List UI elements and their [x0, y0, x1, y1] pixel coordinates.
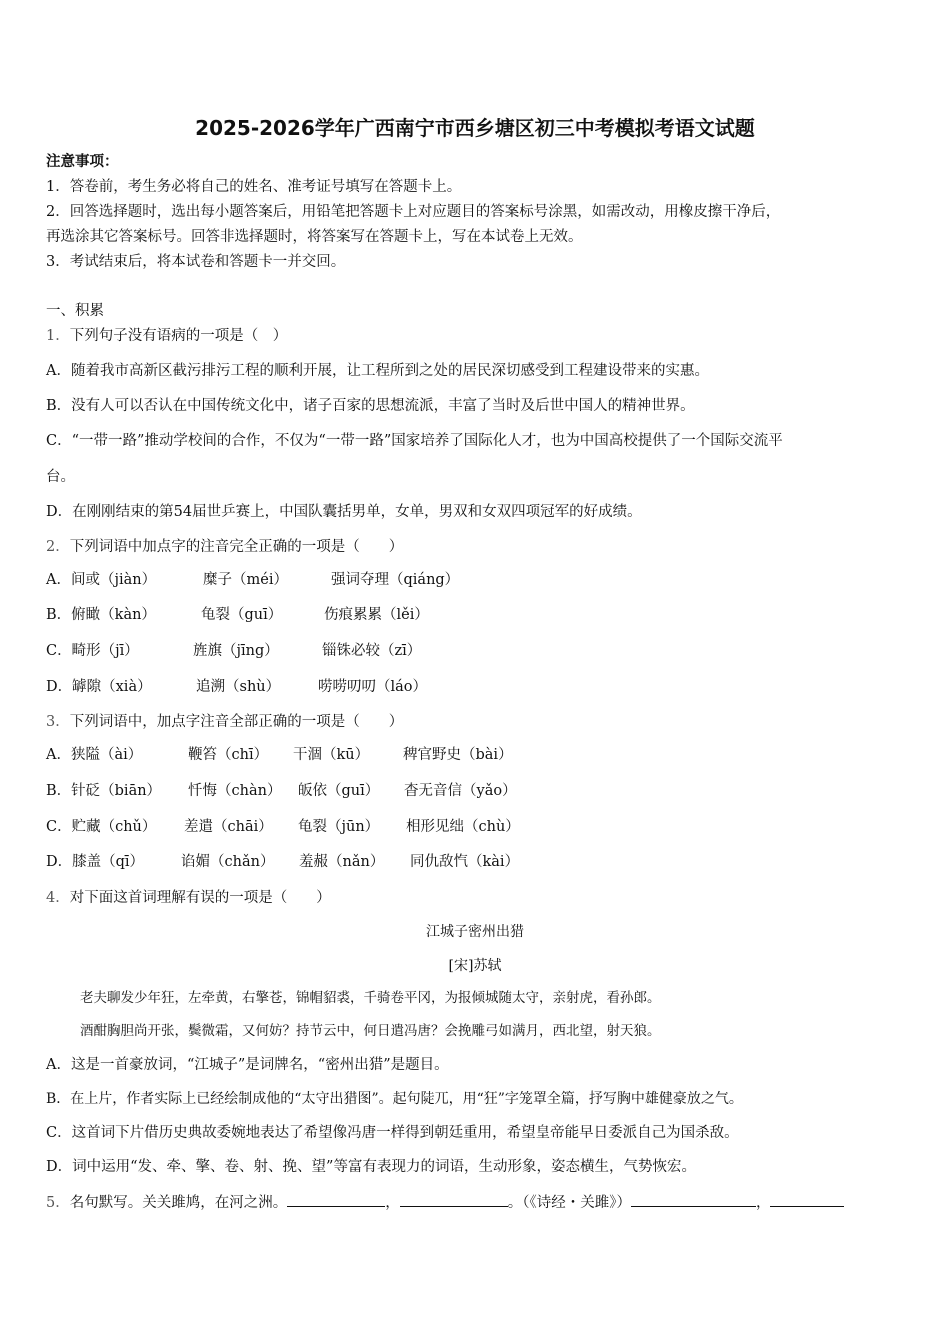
q3-option-c: [46, 817, 520, 837]
question-number: 3．: [46, 714, 70, 730]
question-stem: 对下面这首词理解有误的一项是（ ）: [69, 890, 331, 906]
q2-option-b-word-2: 龟裂（guī）: [201, 607, 283, 623]
q3-option-b-word-1: B．针砭（biān）: [46, 783, 162, 799]
q3-option-a-word-3: 干涸（kū）: [293, 747, 370, 763]
question-number: 4．: [46, 890, 70, 906]
q3-option-d-word-1: D．膝盖（qī）: [46, 854, 145, 870]
q3-option-d-word-2: 谄媚（chǎn）: [181, 854, 275, 870]
q3-option-b-word-3: 皈依（guī）: [298, 783, 380, 799]
q3-option-d: [46, 852, 519, 872]
notice-item: 再选涂其它答案标号。回答非选择题时，将答案写在答题卡上，写在本试卷上无效。: [46, 229, 583, 245]
poem-line-2: 酒酣胸胆尚开张，鬓微霜，又何妨？持节云中，何日遣冯唐？会挽雕弓如满月，西北望，射天狼。: [80, 1023, 661, 1039]
q3-option-b-word-4: 杳无音信（yǎo）: [404, 783, 517, 799]
q3-option-a-word-4: 稗官野史（bài）: [403, 747, 513, 763]
q2-option-c-word-3: 锱铢必较（zī）: [322, 643, 422, 659]
question-stem: 名句默写。关关雎鸠，在河之洲。: [69, 1195, 288, 1211]
q2-option-a-word-1: A．间或（jiàn）: [46, 572, 157, 588]
page-title: 2025-2026学年广西南宁市西乡塘区初三中考模拟考语文试题: [195, 116, 755, 140]
section-heading: 一、积累: [46, 303, 104, 319]
q2-option-d-word-3: 唠唠叨叨（láo）: [318, 679, 428, 695]
source-citation: 。（《诗经・关雎》）: [507, 1195, 631, 1211]
q2-option-d-word-2: 追溯（shù）: [196, 679, 281, 695]
question-stem: 下列句子没有语病的一项是（ ）: [69, 328, 288, 344]
q4-option-c: C．这首词下片借历史典故委婉地表达了希望像冯唐一样得到朝廷重用，希望皇帝能早日委派自己为国杀敌。: [46, 1125, 739, 1141]
notice-item: 1．答卷前，考生务必将自己的姓名、准考证号填写在答题卡上。: [46, 179, 462, 195]
answer-blank[interactable]: [400, 1192, 508, 1207]
poem-line-1: 老夫聊发少年狂，左牵黄，右擎苍，锦帽貂裘，千骑卷平冈，为报倾城随太守，亲射虎，看孙郎。: [80, 990, 661, 1006]
q1-option-b: B．没有人可以否认在中国传统文化中，诸子百家的思想流派，丰富了当时及后世中国人的精神世界。: [46, 398, 695, 414]
q3-option-a: [46, 745, 513, 765]
notice-item: 2．回答选择题时，选出每小题答案后，用铅笔把答题卡上对应题目的答案标号涂黑，如需改动，用橡皮擦干净后，: [46, 204, 781, 220]
question-stem: 下列词语中，加点字注音全部正确的一项是（ ）: [69, 714, 404, 730]
q4-option-b: B．在上片，作者实际上已经绘制成他的“太守出猎图”。起句陡兀，用“狂”字笼罩全篇，抒写胸中雄健豪放之气。: [46, 1091, 743, 1107]
question-1: [46, 326, 287, 346]
poem-title: 江城子密州出猎: [426, 924, 524, 940]
answer-blank[interactable]: [770, 1192, 844, 1207]
question-number: 5．: [46, 1195, 70, 1211]
q3-option-c-word-1: C．贮藏（chǔ）: [46, 819, 157, 835]
question-4: [46, 888, 331, 908]
punctuation: ，: [755, 1195, 771, 1211]
q3-option-c-word-2: 差遣（chāi）: [184, 819, 273, 835]
q1-option-c-continued: 台。: [46, 469, 75, 485]
q2-option-c-word-1: C．畸形（jī）: [46, 643, 139, 659]
q3-option-b: [46, 781, 517, 801]
question-2: [46, 537, 403, 557]
q1-option-a: A．随着我市高新区截污排污工程的顺利开展，让工程所到之处的居民深切感受到工程建设带来的实惠。: [46, 363, 709, 379]
q2-option-b: [46, 605, 429, 625]
q3-option-c-word-4: 相形见绌（chù）: [406, 819, 520, 835]
q2-option-a: [46, 570, 459, 590]
q1-option-d: D．在刚刚结束的第54届世乒赛上，中国队囊括男单，女单，男双和女双四项冠军的好成绩。: [46, 504, 642, 520]
q3-option-a-word-2: 鞭笞（chī）: [188, 747, 269, 763]
punctuation: ，: [385, 1195, 400, 1211]
notice-item: 3．考试结束后，将本试卷和答题卡一并交回。: [46, 254, 346, 270]
q2-option-b-word-3: 伤痕累累（lěi）: [324, 607, 429, 623]
q4-option-d: D．词中运用“发、牵、擎、卷、射、挽、望”等富有表现力的词语，生动形象，姿态横生，气势恢宏。: [46, 1159, 696, 1175]
poem-author: [宋]苏轼: [448, 958, 502, 974]
question-stem: 下列词语中加点字的注音完全正确的一项是（ ）: [69, 539, 404, 555]
q2-option-c-word-2: 旌旗（jīng）: [193, 643, 279, 659]
q2-option-b-word-1: B．俯瞰（kàn）: [46, 607, 156, 623]
q2-option-a-word-2: 糜子（méi）: [203, 572, 288, 588]
q2-option-c: [46, 641, 421, 661]
q2-option-a-word-3: 强词夺理（qiáng）: [331, 572, 460, 588]
question-5: [46, 1192, 844, 1213]
q3-option-a-word-1: A．狭隘（ài）: [46, 747, 143, 763]
question-number: 1．: [46, 328, 70, 344]
question-3: [46, 712, 403, 732]
q3-option-d-word-4: 同仇敌忾（kài）: [410, 854, 520, 870]
notice-heading: 注意事项：: [46, 153, 119, 170]
answer-blank[interactable]: [287, 1192, 385, 1207]
q3-option-d-word-3: 羞赧（nǎn）: [299, 854, 385, 870]
q1-option-c: C．“一带一路”推动学校间的合作，不仅为“一带一路”国家培养了国际化人才，也为中国高校提供了一个国际交流平: [46, 433, 783, 449]
q2-option-d-word-1: D．罅隙（xià）: [46, 679, 152, 695]
q4-option-a: A．这是一首豪放词，“江城子”是词牌名，“密州出猎”是题目。: [46, 1057, 449, 1073]
q3-option-b-word-2: 忏悔（chàn）: [188, 783, 282, 799]
answer-blank[interactable]: [631, 1192, 756, 1207]
q2-option-d: [46, 677, 427, 697]
question-number: 2．: [46, 539, 70, 555]
q3-option-c-word-3: 龟裂（jūn）: [298, 819, 380, 835]
